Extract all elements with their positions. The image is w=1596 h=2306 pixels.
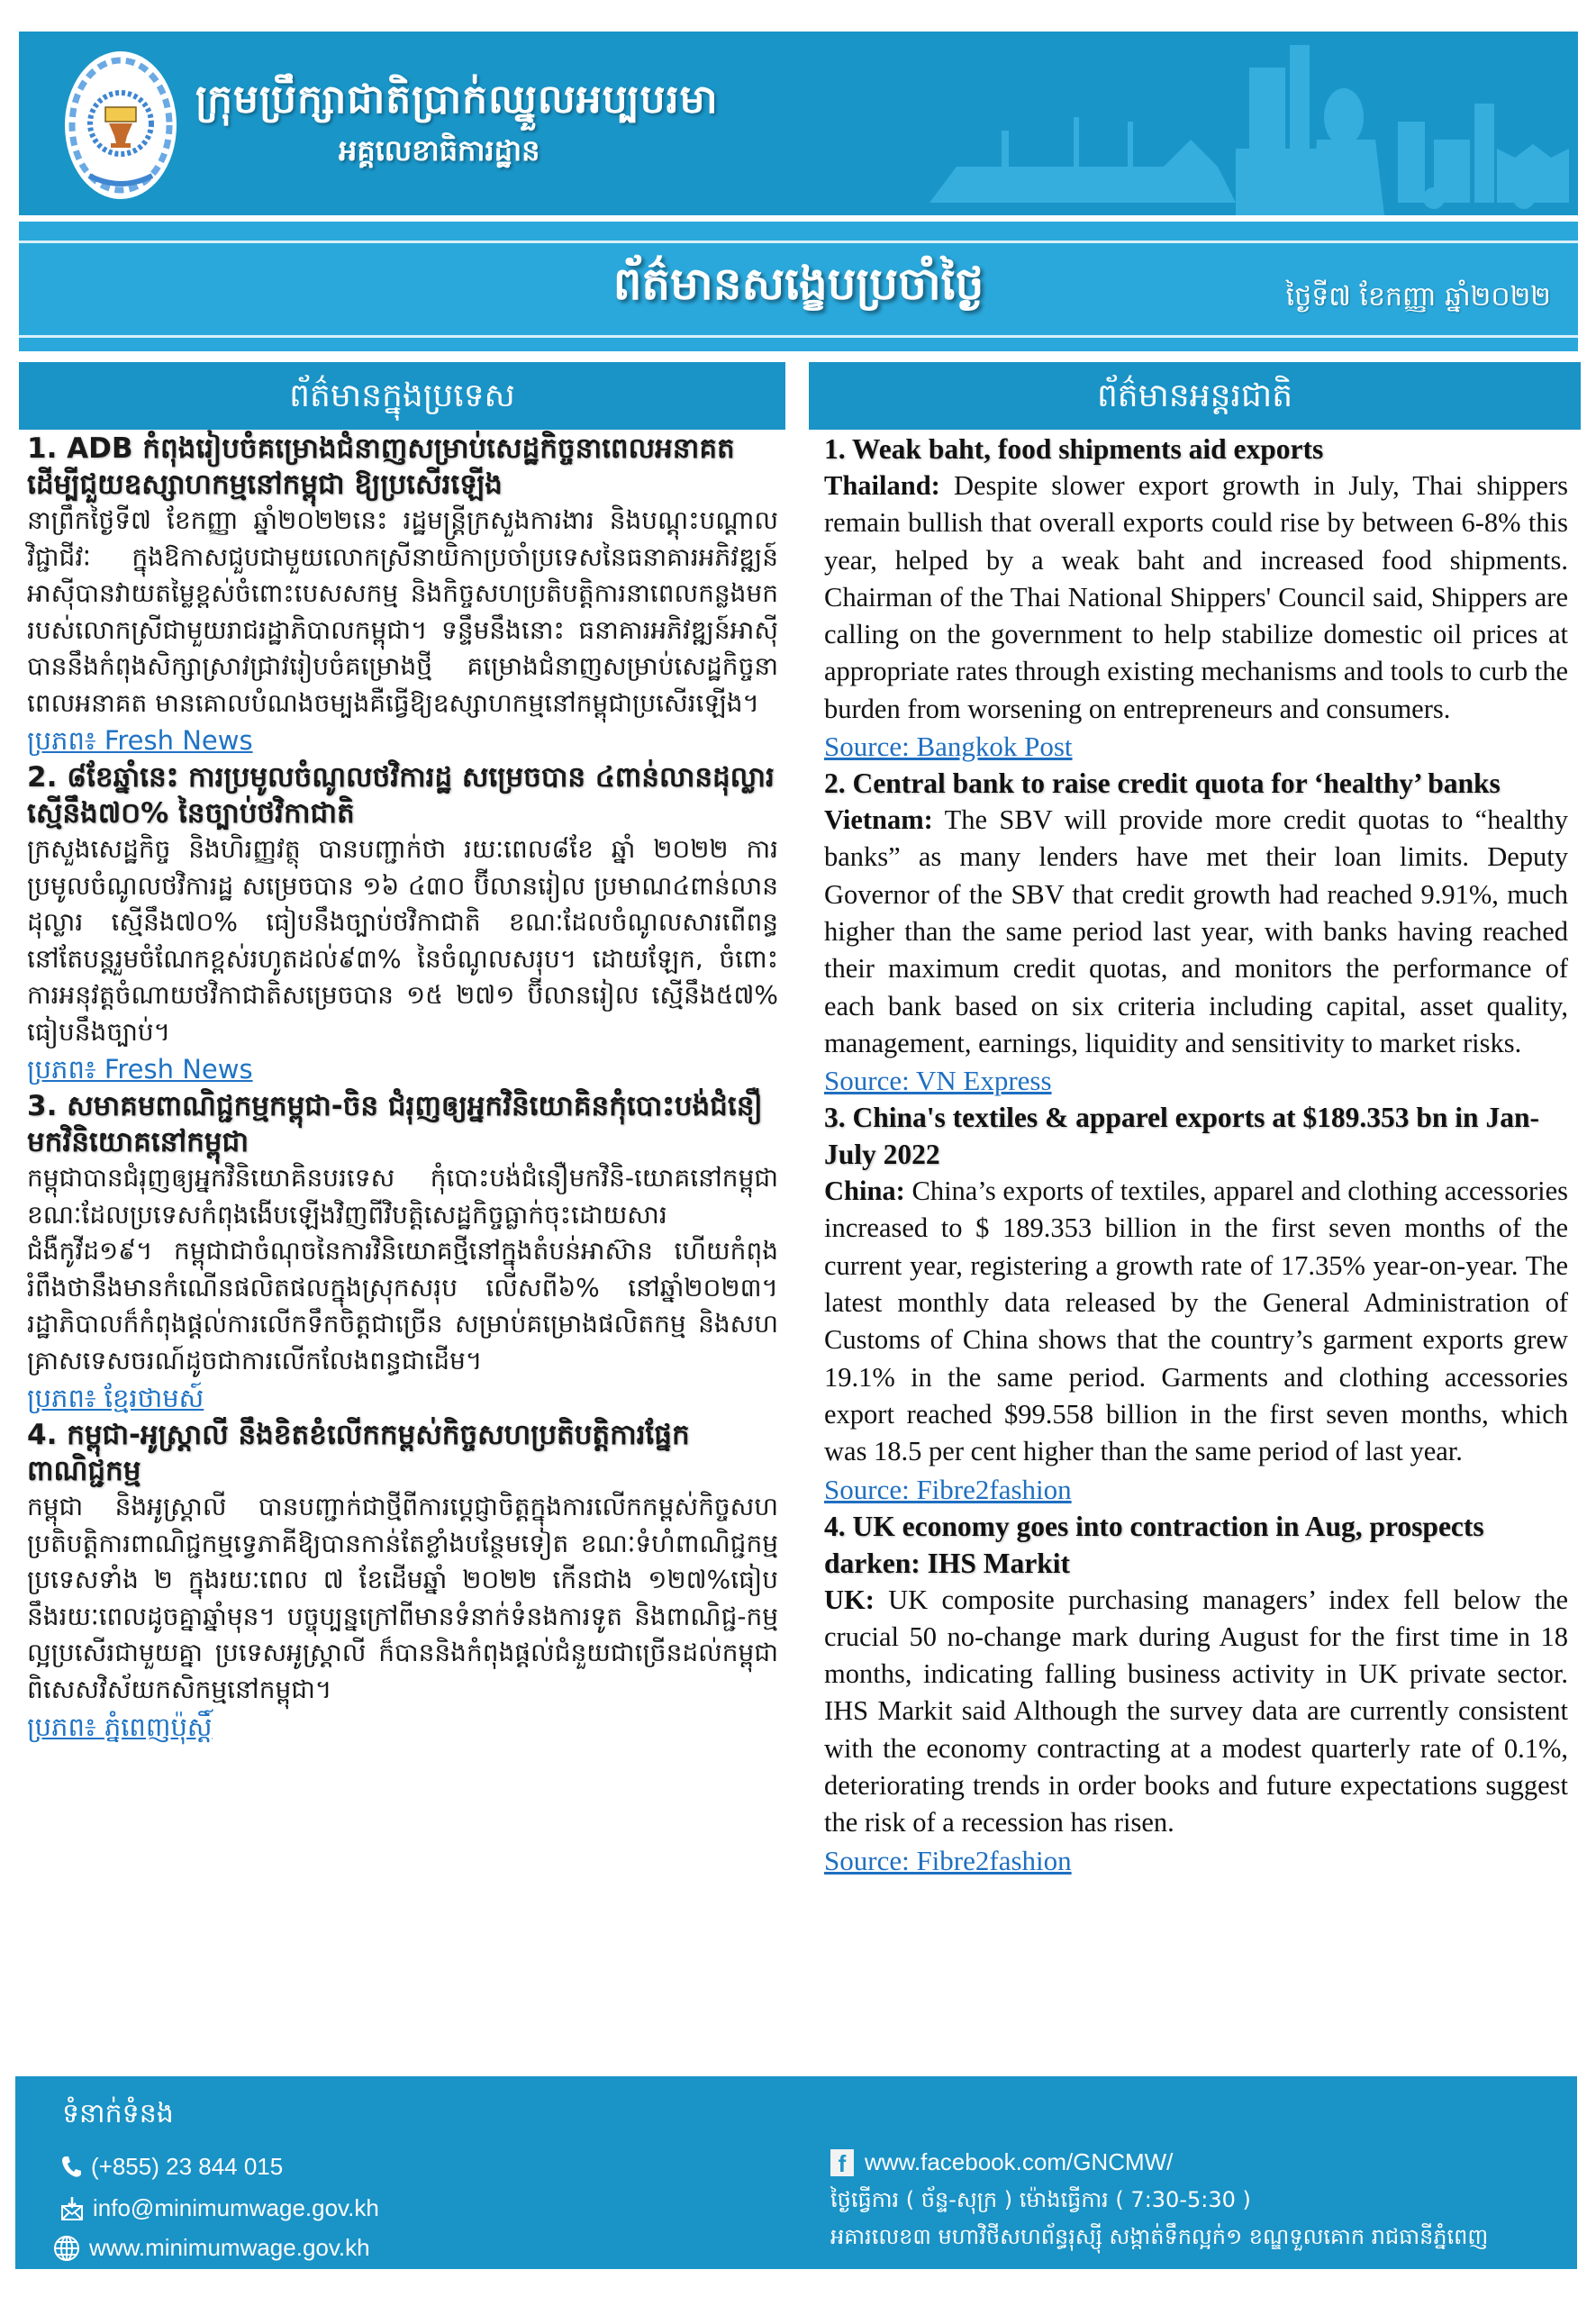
article-body	[824, 468, 1568, 728]
email-icon	[60, 2196, 84, 2221]
title-band	[19, 222, 1578, 351]
article-country: China:	[824, 1176, 905, 1207]
international-article	[824, 1099, 1568, 1507]
local-article	[27, 759, 778, 1088]
globe-icon	[53, 2235, 80, 2262]
phone-number: (+855) 23 844 015	[91, 2153, 284, 2180]
website-url: www.minimumwage.gov.kh	[89, 2234, 370, 2261]
international-article	[824, 431, 1568, 765]
article-source-link[interactable]: Source: Bangkok Post	[824, 731, 1073, 763]
email-address: info@minimumwage.gov.kh	[93, 2194, 379, 2221]
contact-heading: ទំនាក់ទំនង	[62, 2098, 174, 2129]
local-article	[27, 1088, 778, 1417]
article-source-link[interactable]: Source: Fibre2fashion	[824, 1473, 1072, 1505]
article-title: 4. UK economy goes into contraction in Aug, prospects darken: IHS Markit	[824, 1510, 1484, 1579]
office-address: អគារលេខ៣ មហាវិថីសហព័ន្ធរុស្ស៊ី សង្កាត់ទឹកល្អក់១ ខណ្ឌទួលគោក រាជធានីភ្នំពេញ	[830, 2224, 1489, 2249]
local-article	[27, 1417, 778, 1746]
international-article	[824, 765, 1568, 1099]
article-title: 2. ៨ខែឆ្នាំនេះ ការប្រមូលចំណូលថវិការដ្ឋ សម្រេចបាន ៤ពាន់លានដុល្លារ ស្មើនឹង៧០% នៃច្បាប់ថវិកាជាតិ	[27, 761, 775, 830]
phone-icon	[60, 2156, 82, 2179]
international-article	[824, 1508, 1568, 1879]
article-text: The SBV will provide more credit quotas to “healthy banks” as many lenders have met their loan limits. Deputy Governor of the SBV that credit growth had reached 9.91%, much higher than the same period last year, with banks having reached their maximum credit quotas, and monitors the performance of each bank based on six criteria including capital, asset quality, management, earnings, liquidity and sensitivity to market risks.	[824, 804, 1568, 1058]
facebook-icon: f	[830, 2149, 854, 2176]
article-source-link[interactable]: ប្រភព៖ ខ្មែរថាមស៍	[27, 1383, 204, 1413]
contact-facebook[interactable]	[830, 2148, 1173, 2176]
article-body	[824, 1173, 1568, 1470]
contact-website[interactable]	[53, 2234, 370, 2262]
document-date: ថ្ងៃទី៧ ខែកញ្ញា ឆ្នាំ២០២២	[1285, 281, 1551, 313]
organization-name: ក្រុមប្រឹក្សាជាតិប្រាក់ឈ្នួលអប្បបរមា	[195, 77, 719, 123]
article-body	[824, 1582, 1568, 1842]
organization-subtitle: អគ្គលេខាធិការដ្ឋាន	[339, 133, 540, 168]
city-port-illustration	[893, 32, 1578, 215]
document-title: ព័ត៌មានសង្ខេបប្រចាំថ្ងៃ	[612, 257, 984, 310]
article-country: Vietnam:	[824, 804, 933, 836]
article-body	[824, 802, 1568, 1062]
ministry-seal-logo	[62, 50, 179, 201]
local-news-column	[27, 431, 778, 1746]
article-title: 4. កម្ពុជា-អូស្ត្រាលី នឹងខិតខំលើកកម្ពស់កិច្ចសហប្រតិបត្តិការផ្នែកពាណិជ្ជកម្ម	[27, 1419, 690, 1487]
article-text: UK composite purchasing managers’ index fell below the crucial 50 no-change mark during August for the first time in 18 months, indicating falling business activity in UK private sector. IHS Markit said Although the survey data are currently consistent with the economy contracting at a modest quarterly rate of 0.1%, deteriorating trends in order books and future expectations suggest the risk of a recession has risen.	[824, 1584, 1568, 1838]
divider	[19, 335, 1578, 338]
article-source-link[interactable]: ប្រភព៖ Fresh News	[27, 725, 253, 756]
international-news-column	[824, 431, 1568, 1879]
article-title: 3. China's textiles & apparel exports at $189.353 bn in Jan-July 2022	[824, 1102, 1539, 1171]
article-source-link[interactable]: ប្រភព៖ Fresh News	[27, 1054, 253, 1085]
article-body: ក្រសួងសេដ្ឋកិច្ច និងហិរញ្ញវត្ថុ បានបញ្ជាក់ថា រយៈពេល៨ខែ ឆ្នាំ ២០២២ ការប្រមូលចំណូលថវិការដ្ឋ សម្រេចបាន ១៦ ៤៣០ ប៊ីលានរៀល ប្រមាណ៤ពាន់លានដុល្លារ ស្មើនឹង៧០% ធៀបនឹងច្បាប់ថវិកាជាតិ ខណៈដែលចំណូលសារពើពន្ធ នៅតែបន្តរួមចំណែកខ្ពស់រហូតដល់៩៣% នៃចំណូលសរុប។ ដោយឡែក, ចំពោះការអនុវត្តចំណាយថវិកាជាតិសម្រេចបាន ១៥ ២៧១ ប៊ីលានរៀល ស្មើនឹង៥៧% ធៀបនឹងច្បាប់។	[27, 834, 778, 1047]
divider	[19, 241, 1578, 243]
article-title: 1. ADB កំពុងរៀបចំគម្រោងជំនាញសម្រាប់សេដ្ឋកិច្ចនាពេលអនាគត ដើម្បីជួយឧស្សាហកម្មនៅកម្ពុជា ឱ្យប្រសើរឡើង	[27, 432, 735, 501]
contact-phone[interactable]	[60, 2153, 283, 2181]
international-news-heading: ព័ត៌មានអន្តរជាតិ	[809, 362, 1581, 430]
article-body: នាព្រឹកថ្ងៃទី៧ ខែកញ្ញា ឆ្នាំ២០២២នេះ រដ្ឋមន្ត្រីក្រសួងការងារ និងបណ្តុះបណ្តាលវិជ្ជាជីវៈ ក្នុងឱកាសជួបជាមួយលោកស្រីនាយិកាប្រចាំប្រទេសនៃធនាគារអភិវឌ្ឍន៍អាស៊ីបានវាយតម្លៃខ្ពស់ចំពោះបេសសកម្ម និងកិច្ចសហប្រតិបត្តិការនាពេលកន្លងមករបស់លោកស្រីជាមួយរាជរដ្ឋាភិបាលកម្ពុជា។ ទន្ទឹមនឹងនោះ ធនាគារអភិវឌ្ឍន៍អាស៊ីបាននឹងកំពុងសិក្សាស្រាវជ្រាវរៀបចំគម្រោងថ្មី គម្រោងជំនាញសម្រាប់សេដ្ឋកិច្ចនាពេលអនាគត មានគោលបំណងចម្បងគឺធ្វើឱ្យឧស្សាហកម្មនៅកម្ពុជាប្រសើរឡើង។	[27, 505, 778, 718]
article-country: Thailand:	[824, 470, 940, 501]
header-banner	[19, 32, 1578, 215]
working-hours: ថ្ងៃធ្វើការ ( ច័ន្ទ-សុក្រ ) ម៉ោងធ្វើការ ( 7:30-5:30 )	[830, 2187, 1251, 2212]
footer	[15, 2076, 1577, 2269]
article-source-link[interactable]: ប្រភព៖ ភ្នំពេញប៉ុស្ដិ៍	[27, 1711, 213, 1742]
article-text: Despite slower export growth in July, Thai shippers remain bullish that overall exports could rise by between 6-8% this year, helped by a weak baht and increased food shipments. Chairman of the Thai National Shippers' Council said, Shippers are calling on the government to help stabilize domestic oil prices at appropriate rates through existing mechanisms and tools to curb the burden from worsening on entrepreneurs and consumers.	[824, 470, 1568, 724]
article-title: 1. Weak baht, food shipments aid exports	[824, 433, 1324, 465]
facebook-url: www.facebook.com/GNCMW/	[865, 2148, 1174, 2175]
article-source-link[interactable]: Source: Fibre2fashion	[824, 1844, 1072, 1876]
article-source-link[interactable]: Source: VN Express	[824, 1065, 1052, 1097]
article-title: 3. សមាគមពាណិជ្ជកម្មកម្ពុជា-ចិន ជំរុញឲ្យអ្នកវិនិយោគិនកុំបោះបង់ជំនឿមកវិនិយោគនៅកម្ពុជា	[27, 1090, 763, 1158]
article-text: China’s exports of textiles, apparel and clothing accessories increased to $ 189.353 billion in the first seven months of the current year, registering a growth rate of 17.35% year-on-year. The latest monthly data released by the General Administration of Customs of China shows that the country’s garment exports grew 19.1% in the same period. Garments and clothing accessories export reached $99.558 billion in the first seven months, which was 18.5 per cent higher than the same period of last year.	[824, 1176, 1568, 1467]
article-body: កម្ពុជា និងអូស្ត្រាលី បានបញ្ជាក់ជាថ្មីពីការប្តេជ្ញាចិត្តក្នុងការលើកកម្ពស់កិច្ចសហប្រតិបត្តិការពាណិជ្ជកម្មទ្វេភាគីឱ្យបានកាន់តែខ្លាំងបន្ថែមទៀត ខណៈទំហំពាណិជ្ជកម្មប្រទេសទាំង ២ ក្នុងរយៈពេល ៧ ខែដើមឆ្នាំ ២០២២ កើនជាង ១២៧%ធៀបនឹងរយៈពេលដូចគ្នាឆ្នាំមុន។ បច្ចុប្បន្នក្រៅពីមានទំនាក់ទំនងការទូត និងពាណិជ្ជ-កម្មល្អប្រសើរជាមួយគ្នា ប្រទេសអូស្ត្រាលី ក៏បាននិងកំពុងផ្តល់ជំនួយជាច្រើនដល់កម្ពុជាពិសេសវិស័យកសិកម្មនៅកម្ពុជា។	[27, 1492, 778, 1704]
article-body: កម្ពុជាបានជំរុញឲ្យអ្នកវិនិយោគិនបរទេស កុំបោះបង់ជំនឿមកវិនិ-យោគនៅកម្ពុជា ខណៈដែលប្រទេសកំពុងងើបឡើងវិញពីវិបត្តិសេដ្ឋកិច្ចធ្លាក់ចុះដោយសារជំងឺកូវីដ១៩។ កម្ពុជាជាចំណុចនៃការវិនិយោគថ្មីនៅក្នុងតំបន់អាស៊ាន ហើយកំពុងរំពឹងថានឹងមានកំណើនផលិតផលក្នុងស្រុកសរុប លើសពី៦% នៅឆ្នាំ២០២៣។ រដ្ឋាភិបាលក៏កំពុងផ្តល់ការលើកទឹកចិត្តជាច្រើន សម្រាប់គម្រោងផលិតកម្ម និងសហគ្រាសទេសចរណ៍ដូចជាការលើកលែងពន្ធជាដើម។	[27, 1163, 778, 1375]
contact-email[interactable]	[60, 2194, 379, 2222]
local-article	[27, 431, 778, 759]
article-country: UK:	[824, 1584, 875, 1615]
local-news-heading: ព័ត៌មានក្នុងប្រទេស	[19, 362, 785, 430]
article-title: 2. Central bank to raise credit quota for ‘healthy’ banks	[824, 767, 1501, 800]
